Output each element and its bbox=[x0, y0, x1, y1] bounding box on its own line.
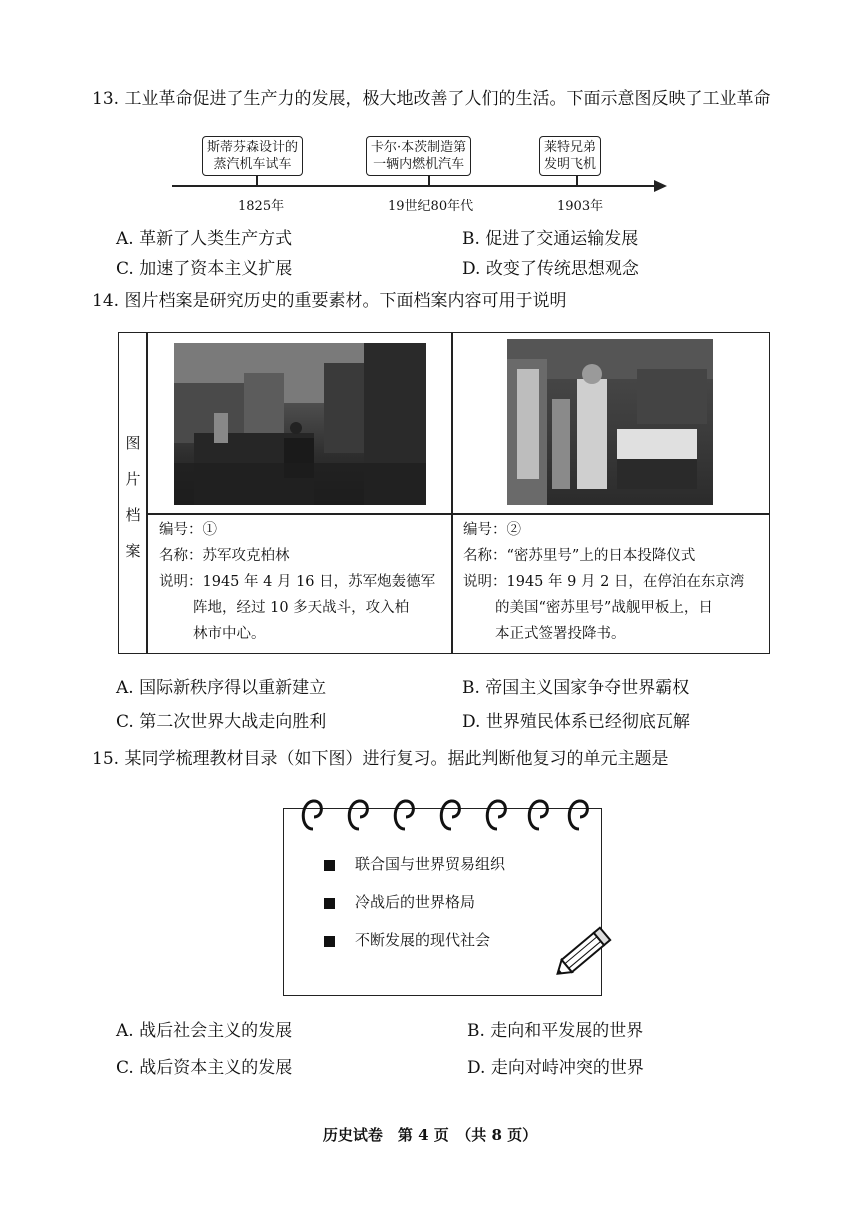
caption-right-name: 名称：“密苏里号”上的日本投降仪式 bbox=[463, 548, 696, 564]
q13-option-b[interactable]: B. 促进了交通运输发展 bbox=[462, 229, 639, 249]
caption-right-number: 编号：② bbox=[463, 522, 521, 538]
timeline-event-1-line1: 斯蒂芬森设计的 bbox=[207, 140, 299, 155]
pencil-icon bbox=[550, 917, 620, 987]
notebook-item-text: 冷战后的世界格局 bbox=[355, 893, 476, 911]
q13-stem: 13. 工业革命促进了生产力的发展，极大地改善了人们的生活。下面示意图反映了工业革命 bbox=[92, 89, 771, 109]
timeline-event-1-line2: 蒸汽机车试车 bbox=[213, 157, 292, 172]
timeline-event-1 bbox=[202, 136, 303, 176]
timeline-event-2 bbox=[366, 136, 471, 176]
q14-option-d[interactable]: D. 世界殖民体系已经彻底瓦解 bbox=[462, 712, 690, 732]
q15-option-b[interactable]: B. 走向和平发展的世界 bbox=[467, 1021, 644, 1041]
q14-stem: 14. 图片档案是研究历史的重要素材。下面档案内容可用于说明 bbox=[92, 291, 567, 311]
caption-right-desc: 说明：1945 年 9 月 2 日，在停泊在东京湾 bbox=[463, 574, 745, 590]
side-label-char: 档 bbox=[125, 506, 141, 524]
spiral-ring-icon bbox=[298, 795, 328, 831]
bullet-square-icon bbox=[324, 860, 335, 871]
caption-left-number: 编号：① bbox=[159, 522, 217, 538]
q15-option-d[interactable]: D. 走向对峙冲突的世界 bbox=[467, 1058, 644, 1078]
q15-stem: 15. 某同学梳理教材目录（如下图）进行复习。据此判断他复习的单元主题是 bbox=[92, 749, 669, 769]
bullet-square-icon bbox=[324, 898, 335, 909]
caption-left-desc: 说明：1945 年 4 月 16 日，苏军炮轰德军 bbox=[159, 574, 436, 590]
spiral-ring-icon bbox=[436, 795, 466, 831]
table-divider bbox=[451, 333, 453, 653]
side-label-char: 案 bbox=[125, 542, 141, 560]
q14-option-b[interactable]: B. 帝国主义国家争夺世界霸权 bbox=[462, 678, 690, 698]
side-label-char: 图 bbox=[125, 434, 141, 452]
timeline-date-1: 1825年 bbox=[238, 199, 285, 214]
q13-option-c[interactable]: C. 加速了资本主义扩展 bbox=[116, 259, 293, 279]
side-label-char: 片 bbox=[125, 470, 141, 488]
timeline-event-2-line1: 卡尔·本茨制造第 bbox=[371, 140, 467, 155]
spiral-ring-icon bbox=[524, 795, 554, 831]
timeline-arrow-icon bbox=[654, 179, 668, 193]
notebook-contents bbox=[283, 808, 602, 996]
photo-japanese-surrender-missouri bbox=[507, 339, 713, 505]
notebook-item-2 bbox=[324, 891, 475, 912]
q15-option-c[interactable]: C. 战后资本主义的发展 bbox=[116, 1058, 293, 1078]
timeline-event-3 bbox=[539, 136, 601, 176]
timeline-event-3-line2: 发明飞机 bbox=[544, 157, 597, 172]
surrender-photo-image bbox=[507, 339, 713, 505]
archive-side-label bbox=[123, 425, 143, 569]
caption-left-desc-end: 林市中心。 bbox=[193, 626, 266, 642]
timeline-axis bbox=[172, 185, 660, 187]
caption-right-desc-cont: 的美国“密苏里号”战舰甲板上，日 bbox=[495, 600, 713, 616]
notebook-item-3 bbox=[324, 929, 490, 950]
table-divider bbox=[146, 513, 769, 515]
caption-right-desc-end: 本正式签署投降书。 bbox=[495, 626, 626, 642]
timeline-event-3-line1: 莱特兄弟 bbox=[544, 140, 597, 155]
table-divider bbox=[146, 333, 148, 653]
timeline-event-2-line2: 一辆内燃机汽车 bbox=[373, 157, 465, 172]
notebook-item-1 bbox=[324, 853, 505, 874]
spiral-ring-icon bbox=[482, 795, 512, 831]
spiral-ring-icon bbox=[564, 795, 594, 831]
caption-left-name: 名称：苏军攻克柏林 bbox=[159, 548, 290, 564]
notebook-item-text: 联合国与世界贸易组织 bbox=[355, 855, 506, 873]
q15-option-a[interactable]: A. 战后社会主义的发展 bbox=[116, 1021, 293, 1041]
picture-archive-table bbox=[118, 332, 770, 654]
q14-option-a[interactable]: A. 国际新秩序得以重新建立 bbox=[116, 678, 327, 698]
bullet-square-icon bbox=[324, 936, 335, 947]
spiral-ring-icon bbox=[390, 795, 420, 831]
spiral-ring-icon bbox=[344, 795, 374, 831]
page-footer: 历史试卷 第 4 页 （共 8 页） bbox=[322, 1126, 538, 1144]
timeline-date-2: 19世纪80年代 bbox=[388, 199, 474, 214]
caption-left-desc-cont: 阵地，经过 10 多天战斗，攻入柏 bbox=[193, 600, 410, 616]
q14-option-c[interactable]: C. 第二次世界大战走向胜利 bbox=[116, 712, 327, 732]
berlin-photo-image bbox=[174, 343, 426, 505]
notebook-item-text: 不断发展的现代社会 bbox=[355, 931, 491, 949]
q13-option-a[interactable]: A. 革新了人类生产方式 bbox=[116, 229, 293, 249]
q13-option-d[interactable]: D. 改变了传统思想观念 bbox=[462, 259, 639, 279]
timeline-date-3: 1903年 bbox=[557, 199, 604, 214]
photo-soviet-capture-berlin bbox=[174, 343, 426, 505]
